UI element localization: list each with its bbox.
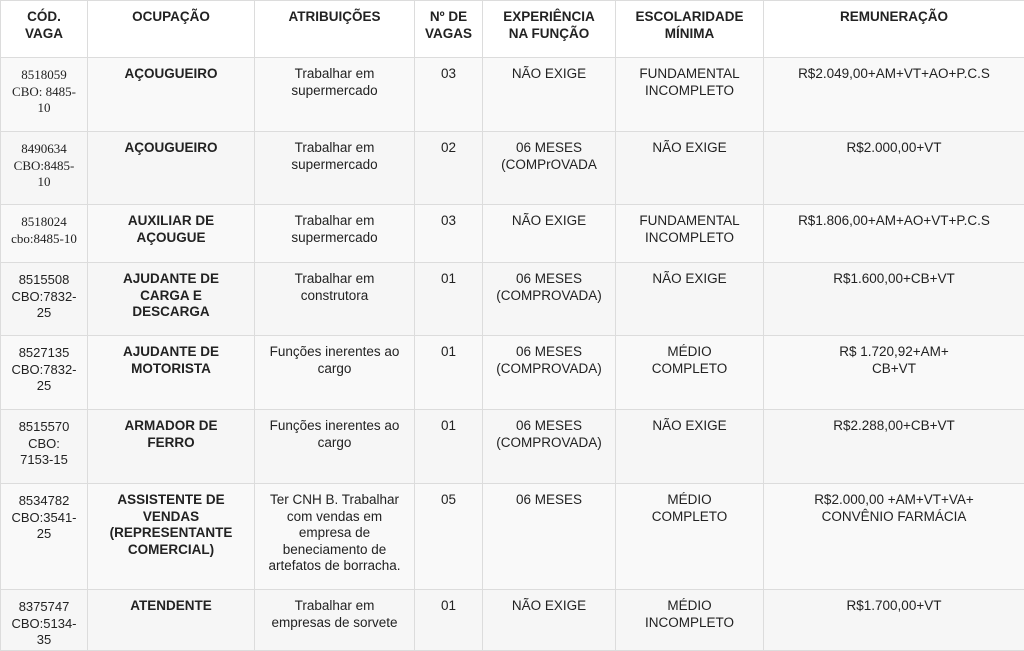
cell-occupation [88, 336, 255, 410]
cell-vacancies: 01 [415, 590, 483, 651]
cell-education [616, 132, 764, 205]
cell-occupation-line: VENDAS [91, 509, 251, 526]
cell-education-line: MÉDIO [619, 598, 760, 615]
cell-experience [483, 263, 616, 336]
header-code-line: CÓD. [4, 9, 84, 26]
cell-salary-line: CONVÊNIO FARMÁCIA [767, 509, 1021, 526]
cell-salary-line: R$1.600,00+CB+VT [767, 271, 1021, 288]
cell-experience-line: (COMPROVADA) [486, 288, 612, 305]
cell-education-line: MÉDIO [619, 492, 760, 509]
cell-education-line: INCOMPLETO [619, 615, 760, 632]
cell-duties [255, 263, 415, 336]
cell-occupation-line: DESCARGA [91, 304, 251, 321]
cell-education [616, 58, 764, 132]
cell-experience-line: 06 MESES [486, 418, 612, 435]
cell-occupation-line: AJUDANTE DE [91, 344, 251, 361]
cell-experience-line: 06 MESES [486, 271, 612, 288]
cell-experience-line: 06 MESES [486, 492, 612, 509]
cell-duties [255, 205, 415, 263]
cell-occupation [88, 132, 255, 205]
cell-salary-line: R$2.000,00+VT [767, 140, 1021, 157]
cell-education-line: NÃO EXIGE [619, 271, 760, 288]
cell-code-line: CBO:7832- [4, 362, 84, 379]
cell-education [616, 205, 764, 263]
header-education [616, 1, 764, 58]
cell-education-line: COMPLETO [619, 361, 760, 378]
cell-code [1, 205, 88, 263]
cell-code-line: 35 [4, 632, 84, 649]
cell-occupation [88, 263, 255, 336]
cell-vacancies: 03 [415, 205, 483, 263]
cell-education [616, 263, 764, 336]
cell-vacancies: 02 [415, 132, 483, 205]
cell-code-line: 8534782 [4, 493, 84, 510]
table-row [1, 336, 1024, 410]
cell-salary [764, 205, 1024, 263]
cell-code [1, 263, 88, 336]
cell-vacancies: 03 [415, 58, 483, 132]
cell-experience-line: NÃO EXIGE [486, 213, 612, 230]
cell-experience [483, 590, 616, 651]
table-row [1, 58, 1024, 132]
cell-code-line: 8518059 [4, 67, 84, 84]
cell-salary-line: R$1.806,00+AM+AO+VT+P.C.S [767, 213, 1021, 230]
cell-occupation [88, 590, 255, 651]
table-row [1, 484, 1024, 590]
table-row [1, 205, 1024, 263]
cell-duties-line: empresas de sorvete [258, 615, 411, 632]
header-vacancies [415, 1, 483, 58]
cell-code-line: 8515508 [4, 272, 84, 289]
cell-education-line: FUNDAMENTAL [619, 213, 760, 230]
cell-occupation-line: FERRO [91, 435, 251, 452]
cell-education-line: INCOMPLETO [619, 83, 760, 100]
cell-duties-line: construtora [258, 288, 411, 305]
cell-duties [255, 484, 415, 590]
cell-vacancies: 05 [415, 484, 483, 590]
header-vacancies-line: Nº DE [418, 9, 479, 26]
cell-code-line: 8518024 [4, 214, 84, 231]
cell-occupation-line: AJUDANTE DE [91, 271, 251, 288]
cell-occupation [88, 484, 255, 590]
cell-education [616, 484, 764, 590]
header-experience [483, 1, 616, 58]
cell-code-line: CBO:8485- [4, 158, 84, 175]
cell-code-line: 8515570 [4, 419, 84, 436]
cell-experience [483, 205, 616, 263]
cell-duties-line: supermercado [258, 230, 411, 247]
table-row [1, 132, 1024, 205]
cell-experience [483, 484, 616, 590]
cell-experience-line: (COMPrOVADA [486, 157, 612, 174]
cell-duties-line: beneciamento de [258, 542, 411, 559]
cell-code-line: 25 [4, 305, 84, 322]
header-row [1, 1, 1024, 58]
cell-education [616, 410, 764, 484]
cell-code-line: CBO:7832- [4, 289, 84, 306]
cell-code-line: 25 [4, 526, 84, 543]
cell-code-line: CBO:5134- [4, 616, 84, 633]
cell-experience [483, 58, 616, 132]
cell-occupation [88, 410, 255, 484]
cell-code [1, 132, 88, 205]
cell-duties-line: empresa de [258, 525, 411, 542]
cell-salary [764, 590, 1024, 651]
cell-experience [483, 132, 616, 205]
cell-salary-line: R$ 1.720,92+AM+ [767, 344, 1021, 361]
cell-occupation-line: AÇOUGUEIRO [91, 140, 251, 157]
cell-code-line: 8527135 [4, 345, 84, 362]
cell-salary [764, 336, 1024, 410]
table-row [1, 410, 1024, 484]
header-code-line: VAGA [4, 26, 84, 43]
cell-code-line: 25 [4, 378, 84, 395]
cell-code-line: 8490634 [4, 141, 84, 158]
cell-salary-line: R$1.700,00+VT [767, 598, 1021, 615]
cell-vacancies: 01 [415, 410, 483, 484]
cell-experience-line: 06 MESES [486, 140, 612, 157]
cell-experience [483, 336, 616, 410]
cell-duties-line: cargo [258, 361, 411, 378]
cell-education-line: MÉDIO [619, 344, 760, 361]
cell-occupation-line: ASSISTENTE DE [91, 492, 251, 509]
cell-duties-line: supermercado [258, 157, 411, 174]
cell-salary-line: R$2.288,00+CB+VT [767, 418, 1021, 435]
cell-salary [764, 58, 1024, 132]
cell-code [1, 336, 88, 410]
cell-occupation-line: MOTORISTA [91, 361, 251, 378]
cell-education [616, 590, 764, 651]
cell-duties-line: Trabalhar em [258, 140, 411, 157]
cell-duties-line: Trabalhar em [258, 66, 411, 83]
cell-code [1, 590, 88, 651]
cell-duties [255, 410, 415, 484]
cell-duties-line: Funções inerentes ao [258, 344, 411, 361]
cell-experience-line: (COMPROVADA) [486, 361, 612, 378]
cell-experience [483, 410, 616, 484]
cell-experience-line: (COMPROVADA) [486, 435, 612, 452]
cell-code-line: 10 [4, 100, 84, 117]
cell-experience-line: 06 MESES [486, 344, 612, 361]
cell-code-line: 10 [4, 174, 84, 191]
cell-salary [764, 263, 1024, 336]
cell-duties-line: Ter CNH B. Trabalhar [258, 492, 411, 509]
cell-salary-line: R$2.000,00 +AM+VT+VA+ [767, 492, 1021, 509]
cell-education-line: NÃO EXIGE [619, 140, 760, 157]
cell-duties-line: Funções inerentes ao [258, 418, 411, 435]
header-duties: ATRIBUIÇÕES [255, 1, 415, 58]
cell-code [1, 410, 88, 484]
table-row [1, 263, 1024, 336]
cell-duties-line: cargo [258, 435, 411, 452]
cell-education-line: INCOMPLETO [619, 230, 760, 247]
cell-duties-line: com vendas em [258, 509, 411, 526]
header-experience-line: EXPERIÊNCIA [486, 9, 612, 26]
cell-code-line: 8375747 [4, 599, 84, 616]
cell-experience-line: NÃO EXIGE [486, 598, 612, 615]
table-row [1, 590, 1024, 651]
cell-occupation-line: CARGA E [91, 288, 251, 305]
cell-occupation-line: AUXILIAR DE [91, 213, 251, 230]
cell-code-line: CBO: 8485- [4, 84, 84, 101]
cell-duties [255, 336, 415, 410]
cell-occupation-line: (REPRESENTANTE [91, 525, 251, 542]
cell-duties [255, 590, 415, 651]
cell-occupation-line: AÇOUGUEIRO [91, 66, 251, 83]
cell-code-line: 7153-15 [4, 452, 84, 469]
cell-vacancies: 01 [415, 263, 483, 336]
cell-salary-line: CB+VT [767, 361, 1021, 378]
cell-education-line: FUNDAMENTAL [619, 66, 760, 83]
header-vacancies-line: VAGAS [418, 26, 479, 43]
header-education-line: MÍNIMA [619, 26, 760, 43]
cell-code-line: CBO:3541- [4, 510, 84, 527]
table-body [1, 58, 1024, 651]
cell-experience-line: NÃO EXIGE [486, 66, 612, 83]
cell-duties-line: supermercado [258, 83, 411, 100]
cell-occupation-line: COMERCIAL) [91, 542, 251, 559]
header-education-line: ESCOLARIDADE [619, 9, 760, 26]
cell-duties [255, 58, 415, 132]
cell-salary [764, 410, 1024, 484]
cell-salary-line: R$2.049,00+AM+VT+AO+P.C.S [767, 66, 1021, 83]
cell-code [1, 484, 88, 590]
cell-education-line: NÃO EXIGE [619, 418, 760, 435]
cell-duties-line: Trabalhar em [258, 598, 411, 615]
cell-duties-line: Trabalhar em [258, 271, 411, 288]
header-occupation: OCUPAÇÃO [88, 1, 255, 58]
cell-duties-line: Trabalhar em [258, 213, 411, 230]
cell-vacancies: 01 [415, 336, 483, 410]
cell-salary [764, 132, 1024, 205]
cell-occupation-line: ARMADOR DE [91, 418, 251, 435]
cell-education-line: COMPLETO [619, 509, 760, 526]
cell-duties-line: artefatos de borracha. [258, 558, 411, 575]
cell-code [1, 58, 88, 132]
cell-duties [255, 132, 415, 205]
cell-code-line: cbo:8485-10 [4, 231, 84, 248]
header-experience-line: NA FUNÇÃO [486, 26, 612, 43]
cell-salary [764, 484, 1024, 590]
cell-occupation [88, 58, 255, 132]
header-salary: REMUNERAÇÃO [764, 1, 1024, 58]
cell-code-line: CBO: [4, 436, 84, 453]
cell-occupation-line: ATENDENTE [91, 598, 251, 615]
cell-occupation [88, 205, 255, 263]
cell-occupation-line: AÇOUGUE [91, 230, 251, 247]
cell-education [616, 336, 764, 410]
header-code [1, 1, 88, 58]
